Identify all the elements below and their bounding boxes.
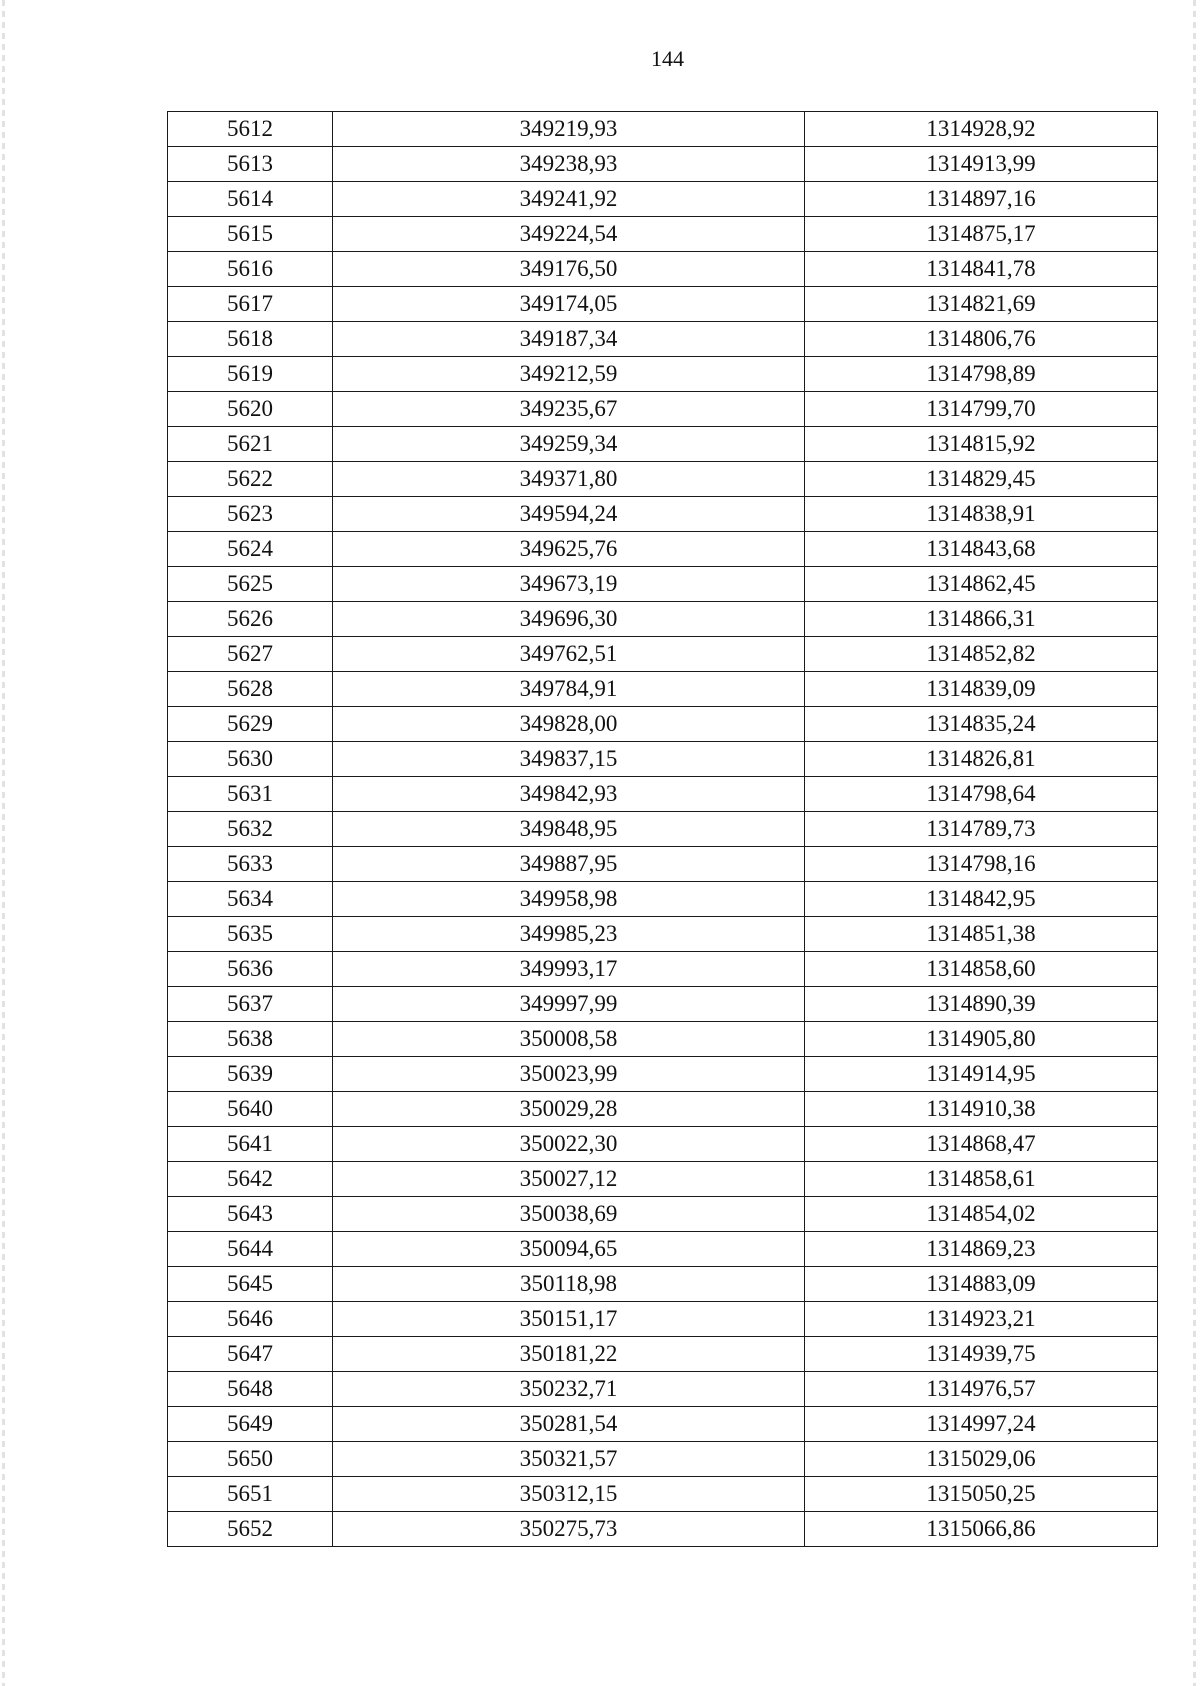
y-coordinate-cell: 1314939,75 [805, 1337, 1158, 1372]
point-number-cell: 5618 [168, 322, 333, 357]
y-coordinate-cell: 1314826,81 [805, 742, 1158, 777]
x-coordinate-cell: 350022,30 [333, 1127, 805, 1162]
x-coordinate-cell: 349887,95 [333, 847, 805, 882]
point-number-cell: 5650 [168, 1442, 333, 1477]
y-coordinate-cell: 1314897,16 [805, 182, 1158, 217]
point-number-cell: 5620 [168, 392, 333, 427]
x-coordinate-cell: 349696,30 [333, 602, 805, 637]
table-row [168, 567, 1158, 602]
y-coordinate-cell: 1314841,78 [805, 252, 1158, 287]
x-coordinate-cell: 349212,59 [333, 357, 805, 392]
x-coordinate-cell: 349235,67 [333, 392, 805, 427]
x-coordinate-cell: 350312,15 [333, 1477, 805, 1512]
point-number-cell: 5628 [168, 672, 333, 707]
y-coordinate-cell: 1314914,95 [805, 1057, 1158, 1092]
page-number: 144 [651, 46, 684, 71]
point-number-cell: 5625 [168, 567, 333, 602]
coordinates-table-body [168, 112, 1158, 1547]
point-number-cell: 5640 [168, 1092, 333, 1127]
point-number-cell: 5633 [168, 847, 333, 882]
point-number-cell: 5614 [168, 182, 333, 217]
x-coordinate-cell: 349174,05 [333, 287, 805, 322]
table-row [168, 497, 1158, 532]
scan-edge-left [2, 0, 5, 1686]
point-number-cell: 5639 [168, 1057, 333, 1092]
point-number-cell: 5623 [168, 497, 333, 532]
y-coordinate-cell: 1314910,38 [805, 1092, 1158, 1127]
table-row [168, 1512, 1158, 1547]
x-coordinate-cell: 350321,57 [333, 1442, 805, 1477]
x-coordinate-cell: 349673,19 [333, 567, 805, 602]
table-row [168, 742, 1158, 777]
point-number-cell: 5645 [168, 1267, 333, 1302]
point-number-cell: 5630 [168, 742, 333, 777]
x-coordinate-cell: 350151,17 [333, 1302, 805, 1337]
coordinates-table [167, 111, 1158, 1547]
table-row [168, 532, 1158, 567]
x-coordinate-cell: 349837,15 [333, 742, 805, 777]
table-row [168, 1022, 1158, 1057]
table-row [168, 987, 1158, 1022]
x-coordinate-cell: 349985,23 [333, 917, 805, 952]
point-number-cell: 5629 [168, 707, 333, 742]
y-coordinate-cell: 1314913,99 [805, 147, 1158, 182]
table-row [168, 392, 1158, 427]
point-number-cell: 5647 [168, 1337, 333, 1372]
x-coordinate-cell: 349848,95 [333, 812, 805, 847]
x-coordinate-cell: 350118,98 [333, 1267, 805, 1302]
table-row [168, 357, 1158, 392]
table-row [168, 182, 1158, 217]
y-coordinate-cell: 1314858,61 [805, 1162, 1158, 1197]
x-coordinate-cell: 349241,92 [333, 182, 805, 217]
table-row [168, 217, 1158, 252]
x-coordinate-cell: 350181,22 [333, 1337, 805, 1372]
y-coordinate-cell: 1314923,21 [805, 1302, 1158, 1337]
x-coordinate-cell: 349625,76 [333, 532, 805, 567]
point-number-cell: 5613 [168, 147, 333, 182]
x-coordinate-cell: 349219,93 [333, 112, 805, 147]
y-coordinate-cell: 1314843,68 [805, 532, 1158, 567]
point-number-cell: 5644 [168, 1232, 333, 1267]
table-row [168, 147, 1158, 182]
y-coordinate-cell: 1315029,06 [805, 1442, 1158, 1477]
point-number-cell: 5627 [168, 637, 333, 672]
table-row [168, 637, 1158, 672]
y-coordinate-cell: 1314798,64 [805, 777, 1158, 812]
y-coordinate-cell: 1314869,23 [805, 1232, 1158, 1267]
x-coordinate-cell: 350023,99 [333, 1057, 805, 1092]
x-coordinate-cell: 350281,54 [333, 1407, 805, 1442]
y-coordinate-cell: 1315066,86 [805, 1512, 1158, 1547]
y-coordinate-cell: 1314851,38 [805, 917, 1158, 952]
x-coordinate-cell: 349842,93 [333, 777, 805, 812]
table-row [168, 1127, 1158, 1162]
table-row [168, 1407, 1158, 1442]
point-number-cell: 5651 [168, 1477, 333, 1512]
table-row [168, 287, 1158, 322]
x-coordinate-cell: 349238,93 [333, 147, 805, 182]
y-coordinate-cell: 1314868,47 [805, 1127, 1158, 1162]
y-coordinate-cell: 1314976,57 [805, 1372, 1158, 1407]
point-number-cell: 5622 [168, 462, 333, 497]
table-row [168, 1267, 1158, 1302]
point-number-cell: 5649 [168, 1407, 333, 1442]
y-coordinate-cell: 1314854,02 [805, 1197, 1158, 1232]
point-number-cell: 5642 [168, 1162, 333, 1197]
x-coordinate-cell: 349997,99 [333, 987, 805, 1022]
x-coordinate-cell: 350038,69 [333, 1197, 805, 1232]
point-number-cell: 5617 [168, 287, 333, 322]
y-coordinate-cell: 1314866,31 [805, 602, 1158, 637]
point-number-cell: 5641 [168, 1127, 333, 1162]
x-coordinate-cell: 349187,34 [333, 322, 805, 357]
point-number-cell: 5626 [168, 602, 333, 637]
table-row [168, 1477, 1158, 1512]
y-coordinate-cell: 1314799,70 [805, 392, 1158, 427]
y-coordinate-cell: 1314858,60 [805, 952, 1158, 987]
point-number-cell: 5632 [168, 812, 333, 847]
table-row [168, 812, 1158, 847]
y-coordinate-cell: 1314838,91 [805, 497, 1158, 532]
table-row [168, 252, 1158, 287]
point-number-cell: 5643 [168, 1197, 333, 1232]
point-number-cell: 5652 [168, 1512, 333, 1547]
table-row [168, 322, 1158, 357]
x-coordinate-cell: 349993,17 [333, 952, 805, 987]
y-coordinate-cell: 1314798,16 [805, 847, 1158, 882]
point-number-cell: 5638 [168, 1022, 333, 1057]
y-coordinate-cell: 1314852,82 [805, 637, 1158, 672]
point-number-cell: 5635 [168, 917, 333, 952]
x-coordinate-cell: 349371,80 [333, 462, 805, 497]
y-coordinate-cell: 1314829,45 [805, 462, 1158, 497]
x-coordinate-cell: 349224,54 [333, 217, 805, 252]
table-row [168, 427, 1158, 462]
table-row [168, 847, 1158, 882]
y-coordinate-cell: 1314905,80 [805, 1022, 1158, 1057]
point-number-cell: 5631 [168, 777, 333, 812]
y-coordinate-cell: 1314806,76 [805, 322, 1158, 357]
y-coordinate-cell: 1314842,95 [805, 882, 1158, 917]
table-row [168, 707, 1158, 742]
x-coordinate-cell: 350275,73 [333, 1512, 805, 1547]
point-number-cell: 5615 [168, 217, 333, 252]
point-number-cell: 5624 [168, 532, 333, 567]
x-coordinate-cell: 349594,24 [333, 497, 805, 532]
x-coordinate-cell: 349259,34 [333, 427, 805, 462]
y-coordinate-cell: 1314997,24 [805, 1407, 1158, 1442]
x-coordinate-cell: 349958,98 [333, 882, 805, 917]
y-coordinate-cell: 1314798,89 [805, 357, 1158, 392]
x-coordinate-cell: 350027,12 [333, 1162, 805, 1197]
x-coordinate-cell: 349176,50 [333, 252, 805, 287]
point-number-cell: 5636 [168, 952, 333, 987]
point-number-cell: 5646 [168, 1302, 333, 1337]
table-row [168, 1372, 1158, 1407]
y-coordinate-cell: 1314862,45 [805, 567, 1158, 602]
y-coordinate-cell: 1314875,17 [805, 217, 1158, 252]
table-row [168, 1162, 1158, 1197]
scan-edge-right [1193, 0, 1196, 1686]
y-coordinate-cell: 1314789,73 [805, 812, 1158, 847]
table-row [168, 1197, 1158, 1232]
table-row [168, 112, 1158, 147]
table-row [168, 1232, 1158, 1267]
point-number-cell: 5634 [168, 882, 333, 917]
table-row [168, 1092, 1158, 1127]
table-row [168, 917, 1158, 952]
x-coordinate-cell: 349762,51 [333, 637, 805, 672]
point-number-cell: 5621 [168, 427, 333, 462]
y-coordinate-cell: 1314883,09 [805, 1267, 1158, 1302]
x-coordinate-cell: 349828,00 [333, 707, 805, 742]
x-coordinate-cell: 350094,65 [333, 1232, 805, 1267]
point-number-cell: 5637 [168, 987, 333, 1022]
table-row [168, 1302, 1158, 1337]
table-row [168, 1442, 1158, 1477]
table-row [168, 952, 1158, 987]
y-coordinate-cell: 1314839,09 [805, 672, 1158, 707]
y-coordinate-cell: 1314815,92 [805, 427, 1158, 462]
y-coordinate-cell: 1314821,69 [805, 287, 1158, 322]
point-number-cell: 5616 [168, 252, 333, 287]
y-coordinate-cell: 1315050,25 [805, 1477, 1158, 1512]
table-row [168, 777, 1158, 812]
x-coordinate-cell: 349784,91 [333, 672, 805, 707]
point-number-cell: 5619 [168, 357, 333, 392]
y-coordinate-cell: 1314835,24 [805, 707, 1158, 742]
point-number-cell: 5648 [168, 1372, 333, 1407]
x-coordinate-cell: 350029,28 [333, 1092, 805, 1127]
x-coordinate-cell: 350008,58 [333, 1022, 805, 1057]
table-row [168, 602, 1158, 637]
y-coordinate-cell: 1314928,92 [805, 112, 1158, 147]
table-row [168, 1337, 1158, 1372]
point-number-cell: 5612 [168, 112, 333, 147]
table-row [168, 882, 1158, 917]
table-row [168, 672, 1158, 707]
table-row [168, 1057, 1158, 1092]
x-coordinate-cell: 350232,71 [333, 1372, 805, 1407]
table-row [168, 462, 1158, 497]
y-coordinate-cell: 1314890,39 [805, 987, 1158, 1022]
